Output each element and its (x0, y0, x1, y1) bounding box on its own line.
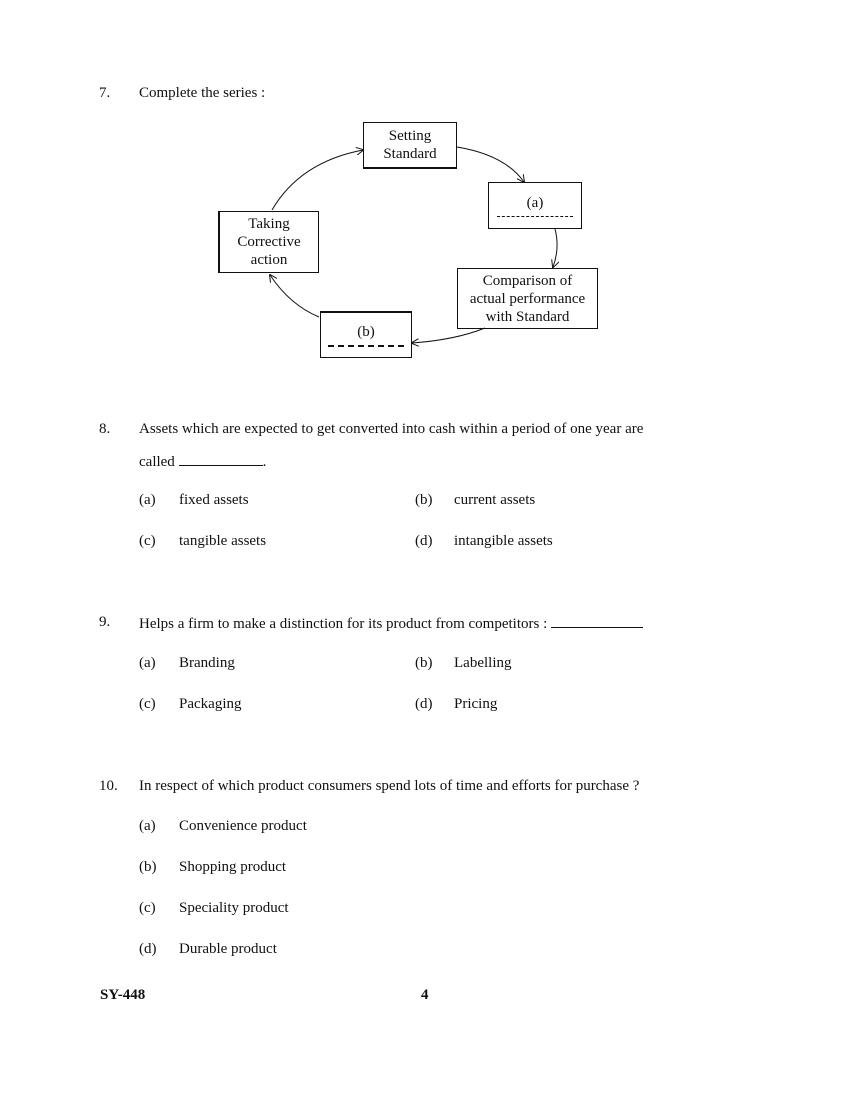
question-text: called (139, 454, 175, 470)
option-label: (c) (139, 696, 156, 712)
box-taking-corrective-action (218, 211, 319, 273)
page-number: 4 (421, 987, 429, 1003)
option-text: tangible assets (179, 533, 267, 549)
answer-blank (179, 451, 263, 466)
box-text: Corrective (237, 234, 301, 250)
box-text: Setting (388, 128, 432, 144)
question-number: 7. (99, 85, 111, 101)
question-number: 9. (99, 614, 111, 630)
question-text-line (139, 613, 643, 633)
question-text: In respect of which product consumers spend lots of time and efforts for purchase ? (139, 778, 640, 794)
option-text: Convenience product (179, 818, 307, 834)
box-comparison (457, 268, 598, 329)
option-label: (a) (139, 492, 156, 508)
question-text-line2 (139, 451, 266, 471)
arrow (270, 275, 319, 317)
punctuation: . (262, 454, 267, 470)
question-text: Complete the series : (139, 85, 266, 101)
option-label: (d) (139, 941, 157, 957)
arrow (553, 229, 557, 267)
option-text: Shopping product (179, 859, 287, 875)
arrow (457, 147, 524, 182)
diagram-arrows (0, 0, 850, 400)
option-text: Durable product (179, 941, 277, 957)
option-text: fixed assets (179, 492, 249, 508)
option-text: Pricing (454, 696, 498, 712)
box-text: (a) (526, 195, 544, 211)
question-number: 10. (99, 778, 118, 794)
box-text: Comparison of (482, 272, 573, 289)
option-label: (b) (415, 655, 433, 671)
arrow (412, 328, 485, 343)
box-a (488, 182, 582, 229)
option-text: Branding (179, 655, 235, 671)
option-label: (a) (139, 655, 156, 671)
dashed-blank (497, 216, 573, 217)
question-text: Assets which are expected to get converted into cash within a period of one year are (139, 421, 644, 437)
option-text: current assets (454, 492, 536, 508)
option-label: (b) (139, 859, 157, 875)
box-setting-standard (363, 122, 457, 169)
option-label: (b) (415, 492, 433, 508)
option-label: (a) (139, 818, 156, 834)
arrow (272, 150, 363, 210)
option-label: (d) (415, 696, 433, 712)
option-label: (d) (415, 533, 433, 549)
box-text: with Standard (485, 308, 570, 325)
question-text: Helps a firm to make a distinction for its product from competitors : (139, 616, 548, 632)
option-text: intangible assets (454, 533, 553, 549)
box-text: Taking (248, 216, 290, 232)
box-text: (b) (357, 324, 375, 340)
answer-blank (551, 613, 643, 628)
paper-code: SY-448 (100, 987, 146, 1003)
dashed-blank (328, 345, 404, 347)
box-text: Standard (383, 146, 437, 162)
option-text: Labelling (454, 655, 512, 671)
option-text: Speciality product (179, 900, 289, 916)
box-text: actual performance (469, 290, 586, 307)
option-label: (c) (139, 533, 156, 549)
option-label: (c) (139, 900, 156, 916)
question-number: 8. (99, 421, 111, 437)
box-text: action (250, 252, 288, 268)
option-text: Packaging (179, 696, 242, 712)
box-b (320, 311, 412, 358)
